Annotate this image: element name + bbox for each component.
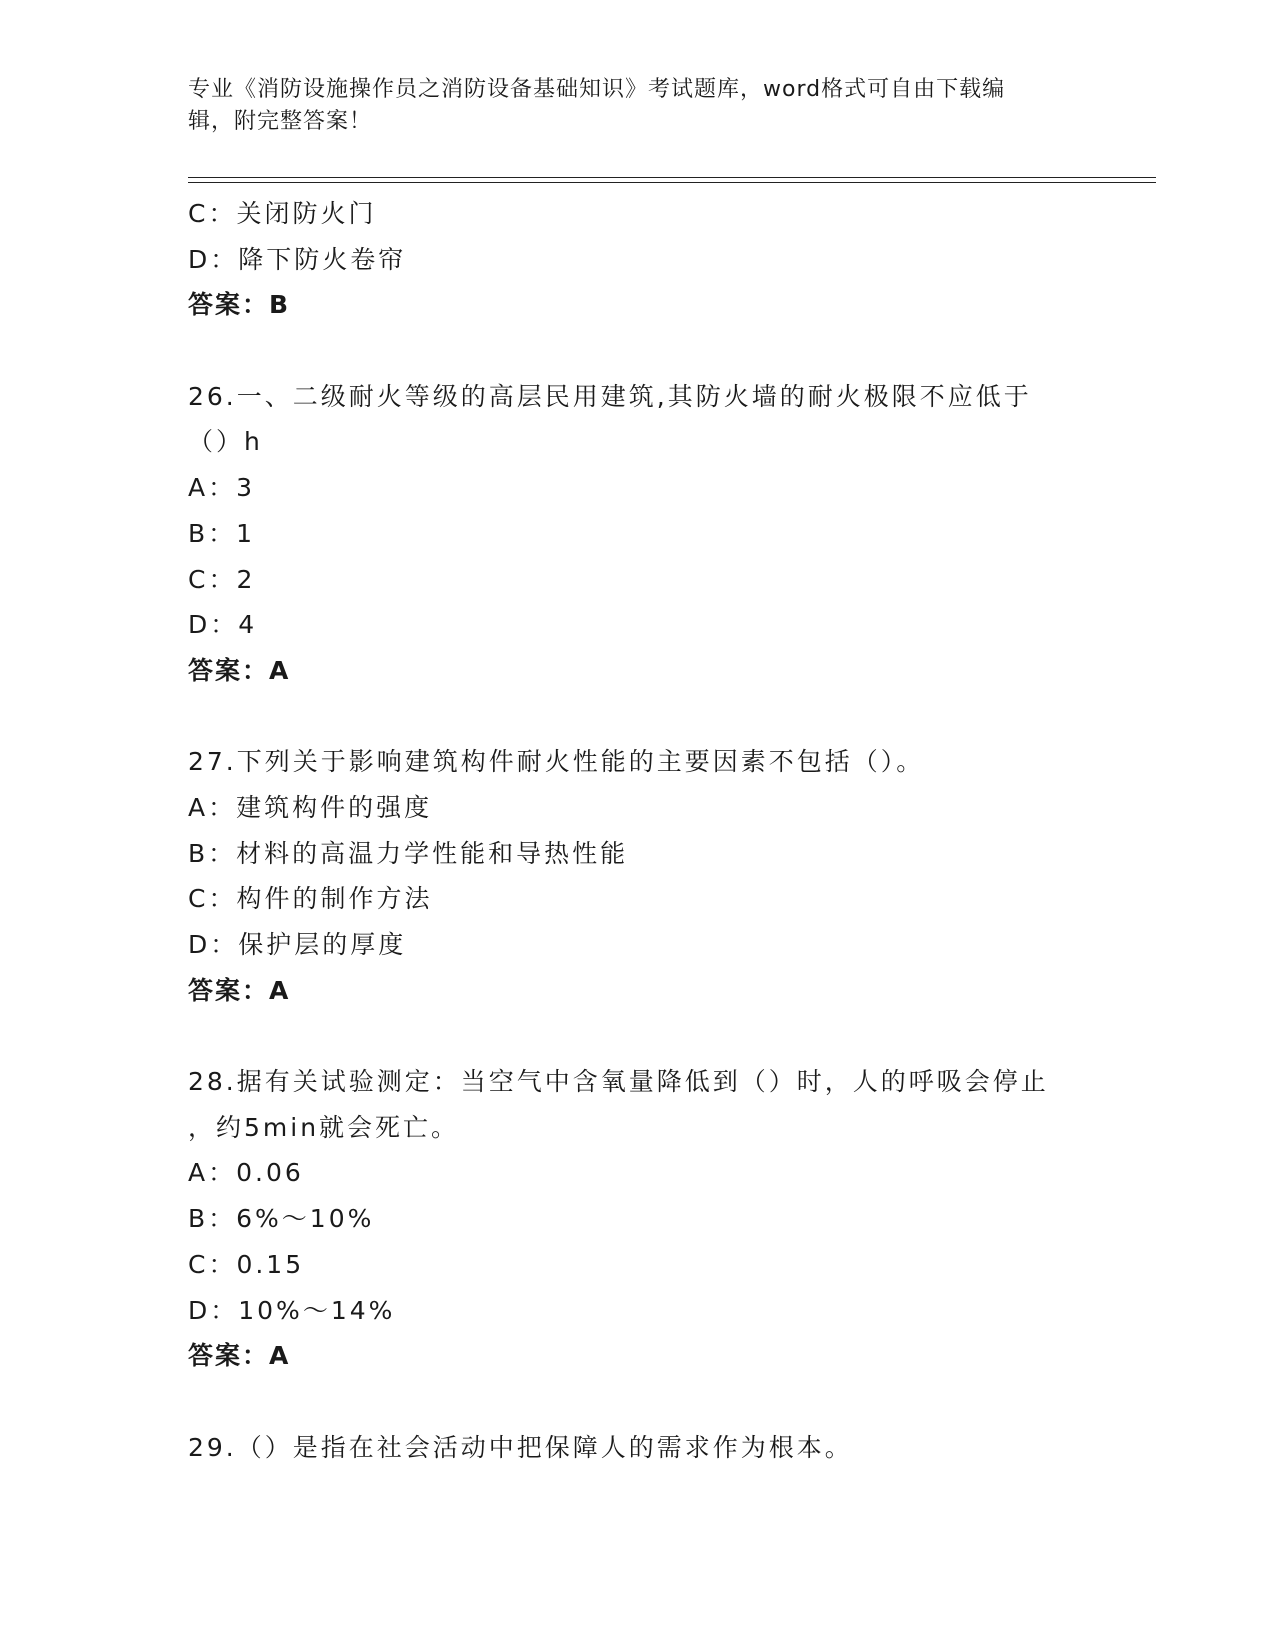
header-line-2: 辑，附完整答案！ <box>188 109 373 134</box>
answer-label: 答案：A <box>188 655 291 685</box>
option-b: B：材料的高温力学性能和导热性能 <box>188 838 629 868</box>
option-c: C：关闭防火门 <box>188 199 377 228</box>
question-26 <box>188 374 1088 694</box>
header-line-1: 专业《消防设施操作员之消防设备基础知识》考试题库，word格式可自由下载编 <box>188 77 1006 102</box>
question-29 <box>188 1425 1088 1471</box>
question-25-continued <box>188 191 1088 328</box>
option-c: C：2 <box>188 564 256 594</box>
question-28 <box>188 1059 1088 1379</box>
option-d: D：降下防火卷帘 <box>188 244 407 274</box>
option-d: D：4 <box>188 610 258 640</box>
header-divider-bottom <box>188 182 1156 183</box>
option-c: C：0.15 <box>188 1249 305 1279</box>
option-c: C：构件的制作方法 <box>188 884 433 914</box>
spacer <box>188 1013 1088 1059</box>
option-d: D：10%～14% <box>188 1295 396 1325</box>
question-stem: ，约5min就会死亡。 <box>188 1112 460 1142</box>
question-27 <box>188 739 1088 1013</box>
option-b: B：1 <box>188 518 256 548</box>
question-stem: 27.下列关于影响建筑构件耐火性能的主要因素不包括（）。 <box>188 747 925 777</box>
question-stem: 28.据有关试验测定：当空气中含氧量降低到（）时，人的呼吸会停止 <box>188 1067 1049 1097</box>
option-b: B：6%～10% <box>188 1204 375 1234</box>
question-stem: 26.一、二级耐火等级的高层民用建筑,其防火墙的耐火极限不应低于 <box>188 381 1032 411</box>
header-divider-top <box>188 177 1156 178</box>
spacer <box>188 1379 1088 1425</box>
answer-label: 答案：A <box>188 975 291 1005</box>
question-list <box>188 191 1088 1470</box>
answer-label: 答案：B <box>188 290 291 320</box>
option-a: A：建筑构件的强度 <box>188 792 433 822</box>
option-a: A：0.06 <box>188 1158 304 1188</box>
spacer <box>188 694 1088 740</box>
question-stem: （）h <box>188 427 263 457</box>
question-stem: 29.（）是指在社会活动中把保障人的需求作为根本。 <box>188 1432 853 1462</box>
option-a: A：3 <box>188 473 256 503</box>
option-d: D：保护层的厚度 <box>188 930 407 959</box>
spacer <box>188 328 1088 374</box>
document-header <box>188 74 1068 138</box>
answer-label: 答案：A <box>188 1341 291 1371</box>
